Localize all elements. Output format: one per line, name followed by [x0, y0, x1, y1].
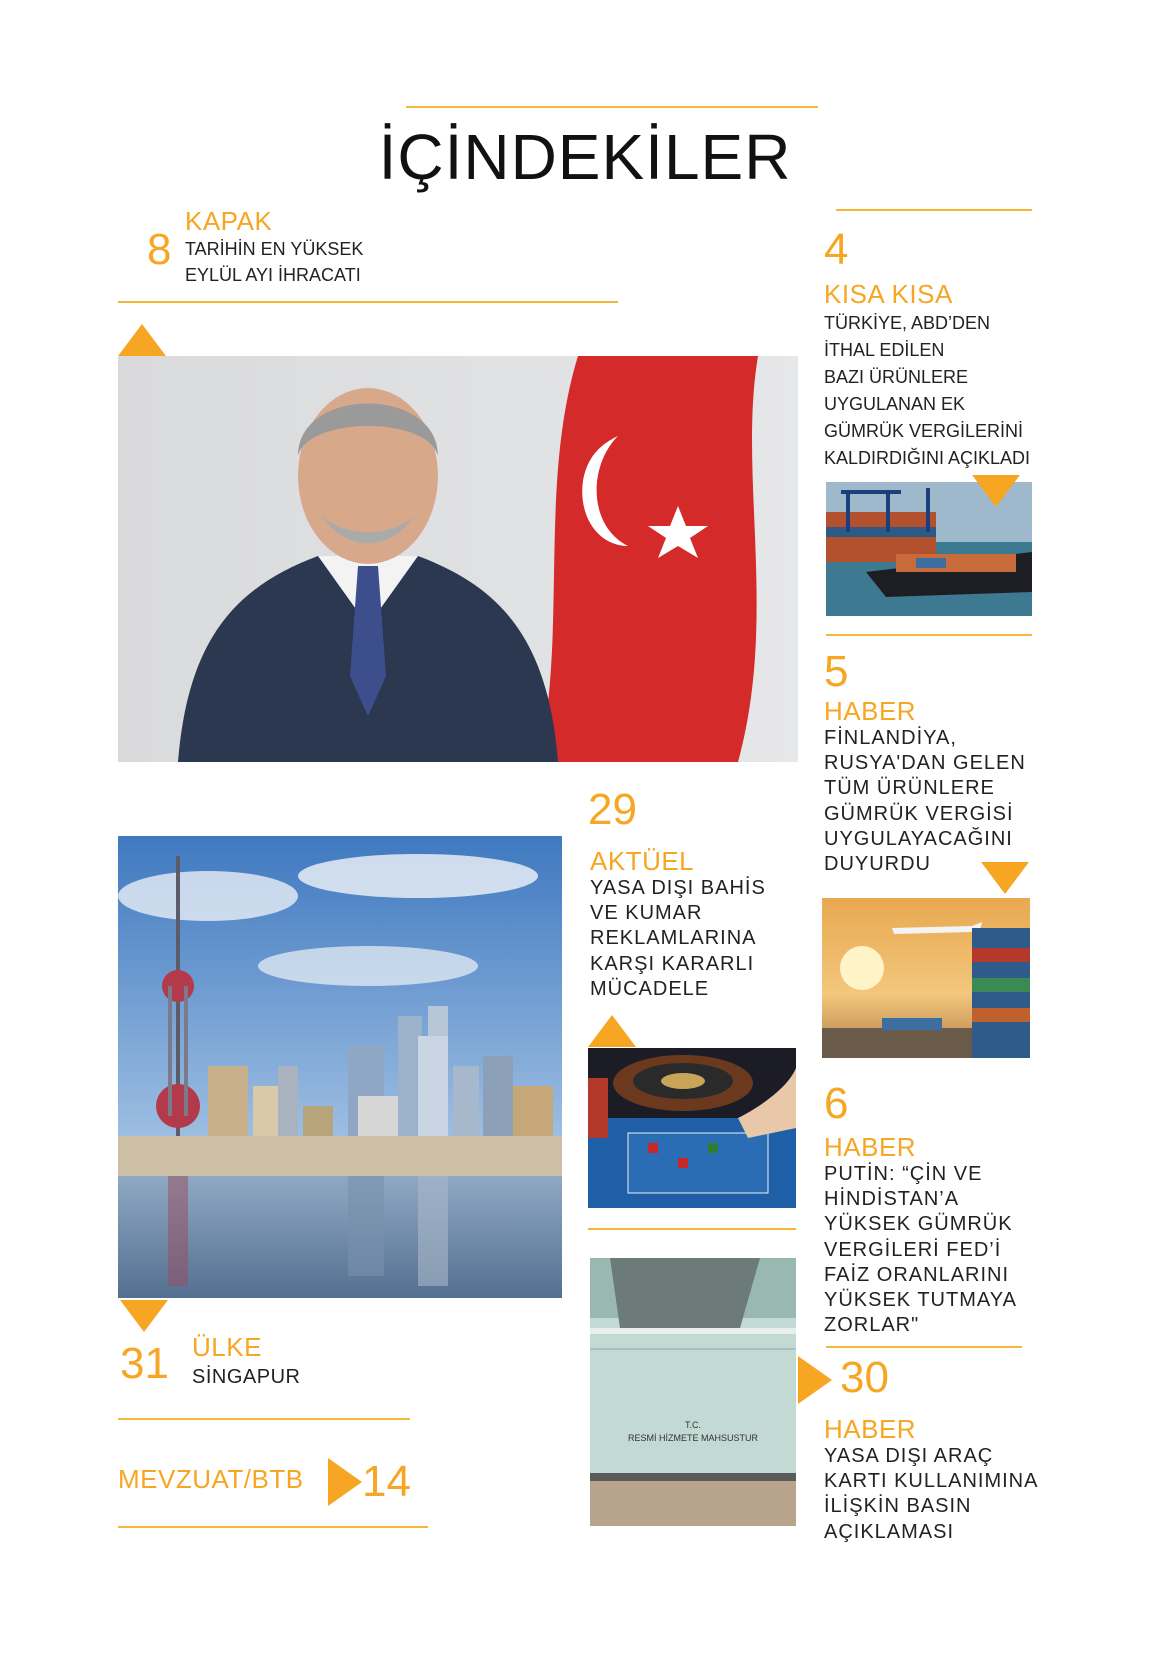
kisa-description[interactable]: TÜRKİYE, ABD’DEN İTHAL EDİLEN BAZI ÜRÜNLERE UYGULANAN EK GÜMRÜK VERGİLERİNİ KALDIRDIĞINI AÇIKLADI	[824, 313, 1031, 468]
mevzuat-section-label[interactable]: MEVZUAT/BTB	[118, 1464, 304, 1494]
singapore-skyline-photo[interactable]	[118, 836, 562, 1298]
haber6-description[interactable]: PUTİN: “ÇİN VE HİNDİSTAN’A YÜKSEK GÜMRÜK VERGİLERİ FED’İ FAİZ ORANLARINI YÜKSEK TUTMAYA ZORLAR"	[824, 1163, 1017, 1337]
haber30-description[interactable]: YASA DIŞI ARAÇ KARTI KULLANIMINA İLİŞKİN BASIN AÇIKLAMASI	[824, 1445, 1039, 1543]
ulke-bottom-rule	[118, 1418, 410, 1420]
haber30-section-label[interactable]: HABER	[824, 1414, 917, 1444]
aktuel-bottom-rule	[588, 1228, 796, 1230]
aktuel-page-number[interactable]: 29	[588, 785, 637, 834]
kapak-rule	[118, 301, 618, 303]
haber6-page-number[interactable]: 6	[824, 1079, 849, 1128]
haber6-section-label[interactable]: HABER	[824, 1132, 917, 1162]
kisa-section-label[interactable]: KISA KISA	[824, 279, 953, 309]
official-car-photo[interactable]	[590, 1258, 796, 1526]
haber30-pointer-icon	[798, 1356, 832, 1404]
haber5-description[interactable]: FİNLANDİYA, RUSYA'DAN GELEN TÜM ÜRÜNLERE GÜMRÜK VERGİSİ UYGULAYACAĞINI DUYURDU	[824, 727, 1026, 875]
title-top-rule	[406, 106, 818, 108]
haber6-bottom-rule	[826, 1346, 1022, 1348]
haber5-section-label[interactable]: HABER	[824, 696, 917, 726]
haber5-top-rule	[826, 634, 1032, 636]
haber5-page-number[interactable]: 5	[824, 647, 849, 696]
ulke-pointer-icon	[120, 1300, 168, 1332]
cover-photo[interactable]	[118, 356, 798, 762]
kisa-pointer-icon	[972, 475, 1020, 507]
kapak-section-label[interactable]: KAPAK	[185, 206, 273, 236]
mevzuat-page-number[interactable]: 14	[362, 1457, 411, 1506]
car-plate-line1: T.C.	[684, 1420, 702, 1430]
ulke-description[interactable]: SİNGAPUR	[192, 1366, 301, 1388]
kisa-top-rule	[836, 209, 1032, 211]
car-plate-line2: RESMİ HİZMETE MAHSUSTUR	[627, 1433, 759, 1443]
aktuel-description[interactable]: YASA DIŞI BAHİS VE KUMAR REKLAMLARINA KARŞI KARARLI MÜCADELE	[590, 877, 766, 1000]
kapak-description[interactable]: TARİHİN EN YÜKSEK EYLÜL AYI İHRACATI	[185, 239, 364, 286]
haber30-page-number[interactable]: 30	[840, 1353, 889, 1402]
kisa-page-number[interactable]: 4	[824, 225, 849, 274]
mevzuat-bottom-rule	[118, 1526, 428, 1528]
ulke-section-label[interactable]: ÜLKE	[192, 1332, 262, 1362]
kapak-page-number[interactable]: 8	[147, 225, 172, 274]
mevzuat-pointer-icon	[328, 1458, 362, 1506]
aktuel-section-label[interactable]: AKTÜEL	[590, 846, 695, 876]
ulke-page-number[interactable]: 31	[120, 1339, 169, 1388]
haber5-pointer-icon	[981, 862, 1029, 894]
roulette-photo[interactable]	[588, 1048, 796, 1208]
cargo-plane-photo[interactable]	[822, 898, 1030, 1058]
kapak-pointer-icon	[118, 324, 166, 356]
page-title: İÇİNDEKİLER	[378, 121, 792, 193]
aktuel-pointer-icon	[588, 1015, 636, 1047]
